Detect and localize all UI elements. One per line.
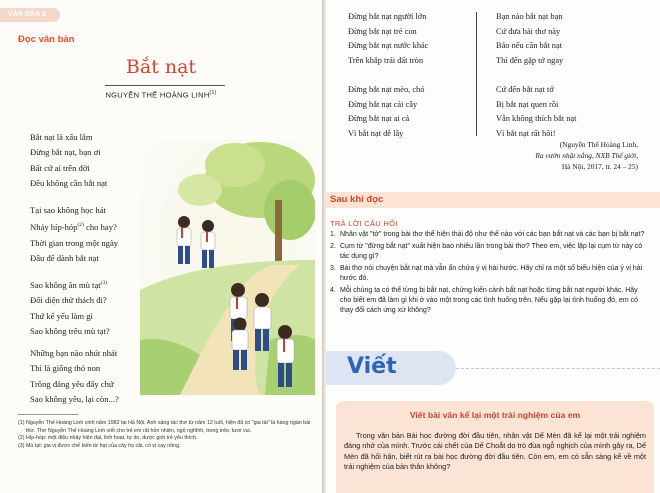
- reading-section-heading: Đọc văn bản: [18, 34, 75, 45]
- text-tab-label: VĂN BẢN 3: [0, 8, 60, 22]
- verse-line: Đừng bắt nạt nước khác: [348, 41, 429, 51]
- verse-line: Bắt nạt là xấu lắm: [30, 132, 93, 142]
- poem-author: NGUYỄN THẾ HOÀNG LINH$^{(1)}$: [105, 90, 217, 100]
- verse-line: Vì bắt nạt rất hôi!: [496, 128, 556, 138]
- question-item: 4. Mỗi chúng ta có thể từng bị bắt nạt, chứng kiến cảnh bắt nạt hoặc từng bắt nạt người khác. Hãy cho biết em đã làm gì khi ở vào một trong các tình huống trên. Nếu gặp lại tình huống đó, em có thay đổi cách ứng xử không?: [330, 287, 638, 314]
- writing-task-title: Viết bài văn kể lại một trải nghiệm của em: [409, 410, 581, 420]
- verse-line: Thì là giống thỏ non: [30, 363, 101, 374]
- question-item: 2. Cụm từ "đừng bắt nạt" xuất hiện bao nhiêu lần trong bài thơ? Theo em, việc lặp lại cụm từ này có tác dụng gì?: [330, 243, 643, 260]
- verse-line: Bạn nào bắt nạt bạn: [496, 12, 563, 21]
- verse-line: Đừng bắt nạt cái cây: [348, 99, 418, 109]
- verse-line: Đừng bắt nạt ai cả: [348, 114, 410, 124]
- verse-line: Bất cứ ai trên đời: [30, 162, 90, 173]
- children-on-path-illustration: [140, 140, 315, 395]
- verse-line: Trên khắp trái đất tròn: [348, 55, 424, 65]
- stanza-2: [30, 203, 118, 266]
- verse-line: Đừng bắt nạt mèo, chó: [348, 84, 425, 94]
- verse-line: Tại sao không học hát: [30, 205, 106, 215]
- answer-questions-heading: TRẢ LỜI CÂU HỎI: [330, 219, 398, 228]
- verse-line: Cứ đưa bài thơ này: [496, 26, 561, 36]
- verse-line: Đâu để dành bắt nạt: [30, 253, 99, 264]
- verse-line: Đừng bắt nạt trẻ con: [348, 26, 417, 36]
- verse-line: Sao không ăn mù tạt$^{(3)}$: [30, 279, 108, 290]
- question-item: 1. Nhân vật "tớ" trong bài thơ thể hiện thái độ như thế nào với các bạn bắt nạt và các bạn bị bắt nạt?: [330, 231, 645, 238]
- verse-line: Trông đáng yêu đấy chứ: [30, 378, 114, 389]
- verse-line: Thứ kể yếu làm gì: [30, 310, 93, 321]
- stanza-1: [30, 130, 107, 192]
- after-reading-heading: Sau khi đọc: [330, 194, 384, 205]
- poem-column-2: [496, 10, 576, 141]
- stanza-gap: [348, 68, 428, 83]
- verse-line: Đừng bắt nạt, bạn ơi: [30, 147, 101, 158]
- verse-line: Vì bắt nạt dễ lây: [348, 128, 404, 138]
- verse-line: Bị bắt nạt quen rồi: [496, 99, 559, 109]
- write-section-rule: [456, 368, 660, 369]
- footnote: (2) Híp-hóp: một điệu nhảy hiện đại, linh hoạt, tự do, được giới trẻ yêu thích.: [18, 435, 198, 442]
- stanza-4: [30, 346, 119, 408]
- column-divider: [476, 12, 477, 136]
- verse-line: Những bạn nào nhút nhát: [30, 348, 118, 358]
- verse-line: Sao không yêu, lại còn...?: [30, 394, 119, 405]
- verse-line: Đừng bắt nạt người lớn: [348, 12, 427, 21]
- question-item: 3. Bài thơ nói chuyện bắt nạt mà vẫn ẩn chứa ý vị hài hước. Hãy chỉ ra một số biểu hiện của ý vị hài hước đó.: [330, 265, 643, 282]
- poem-title: Bắt nạt: [125, 56, 197, 78]
- poem-column-1: [348, 10, 428, 141]
- verse-line: Thời gian trong một ngày: [30, 237, 119, 248]
- footnote: (1) Nguyễn Thế Hoàng Linh sinh năm 1982 tại Hà Nội. Anh sáng tác thơ từ năm 12 tuổi, hiện đã có "gia tài" là hàng ngàn bài thơ. Thơ Nguyễn Thế Hoàng Linh viết cho trẻ em rất hồn nhiên, ngộ nghĩnh, trong trẻo, tươi vui.: [18, 420, 311, 434]
- footnote: (3) Mù tạt: gia vị được chế biến từ hạt của cây họ cải, có vị cay nồng.: [18, 442, 181, 449]
- footnotes: [18, 420, 314, 450]
- author-rule: [105, 85, 225, 86]
- verse-line: Vẫn không thích bắt nạt: [496, 114, 577, 124]
- poem-citation: (Nguyễn Thế Hoàng Linh, Ra vườn nhặt nắng, NXB Thế giới, Hà Nội, 2017, tr. 24 – 25): [535, 140, 638, 171]
- verse-line: Sao không trêu mù tạt?: [30, 326, 110, 337]
- footnote-rule: [18, 414, 78, 415]
- stanza-3: [30, 276, 110, 339]
- write-section-heading: Viết: [347, 354, 397, 379]
- verse-line: Thì đến gặp tớ ngay: [496, 55, 564, 65]
- stanza-gap: [496, 68, 576, 83]
- verse-line: Nhảy híp-hóp$^{(2)}$ cho hay?: [30, 222, 117, 233]
- verse-line: Đối diện thử thách đi?: [30, 295, 107, 306]
- writing-task-text: Trong văn bản Bài học đường đời đầu tiên, nhân vật Dế Mèn đã kể lại một trải nghiệm đáng nhớ của mình. Trước cái chết của Dế Choắt do trò đùa ngỗ nghịch của mình gây ra, Dế Mèn đã hối hận, biết rút ra bài học đường đời đầu tiên. Còn em, em có sẵn sàng kể về một trải nghiệm của bản thân không?: [344, 431, 646, 472]
- question-list: [330, 230, 648, 318]
- verse-line: Cứ đến bắt nạt tớ: [496, 84, 554, 94]
- verse-line: Đều không cần bắt nạt: [30, 178, 108, 189]
- verse-line: Bảo nếu cần bắt nạt: [496, 41, 563, 51]
